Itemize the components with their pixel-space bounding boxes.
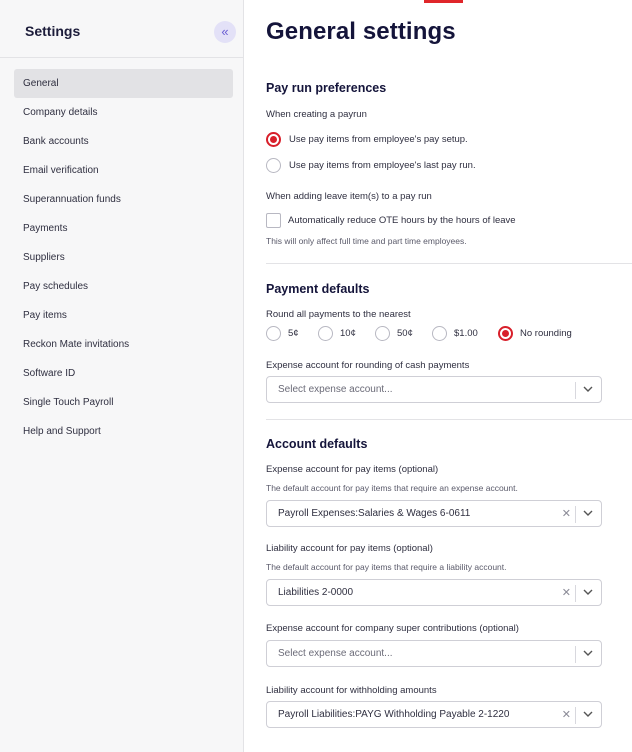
radio-unchecked-icon[interactable] <box>266 326 281 341</box>
select-separator <box>575 382 576 399</box>
round-option-label: $1.00 <box>454 328 478 339</box>
payrun-option-pay-setup-label: Use pay items from employee's pay setup. <box>289 133 468 145</box>
sidebar-item-company-details[interactable]: Company details <box>23 107 98 118</box>
account-defaults-heading: Account defaults <box>266 437 368 451</box>
reduce-ote-checkbox[interactable] <box>266 213 281 228</box>
chevron-down-icon[interactable] <box>582 707 594 721</box>
rounding-expense-account-select[interactable] <box>266 376 602 403</box>
select-separator <box>575 506 576 523</box>
sidebar-header <box>0 0 243 58</box>
select-separator <box>575 646 576 663</box>
round-option-50c[interactable] <box>375 326 413 341</box>
page-title: General settings <box>266 18 456 45</box>
settings-nav <box>14 69 233 446</box>
pay-items-liability-label: Liability account for pay items (optional) <box>266 543 433 554</box>
payment-defaults-heading: Payment defaults <box>266 282 370 296</box>
sidebar-item-email-verification[interactable]: Email verification <box>23 165 99 176</box>
section-divider <box>266 419 632 420</box>
payrun-option-last-pay-run[interactable] <box>266 157 476 173</box>
payrun-option-pay-setup[interactable] <box>266 131 468 147</box>
sidebar-item-single-touch-payroll[interactable]: Single Touch Payroll <box>23 397 114 408</box>
sidebar-item-bank-accounts[interactable]: Bank accounts <box>23 136 89 147</box>
chevron-down-icon[interactable] <box>582 585 594 599</box>
round-option-label: No rounding <box>520 328 572 339</box>
round-payments-label: Round all payments to the nearest <box>266 309 411 320</box>
select-separator <box>575 707 576 724</box>
rounding-expense-placeholder: Select expense account... <box>278 384 393 395</box>
sidebar-item-help-and-support[interactable]: Help and Support <box>23 426 101 437</box>
round-option-1-dollar[interactable] <box>432 326 478 341</box>
super-contributions-placeholder: Select expense account... <box>278 648 393 659</box>
pay-items-expense-account-select[interactable] <box>266 500 602 527</box>
sidebar-item-pay-items[interactable]: Pay items <box>23 310 67 321</box>
sidebar-item-suppliers[interactable]: Suppliers <box>23 252 65 263</box>
pay-items-expense-label: Expense account for pay items (optional) <box>266 464 439 475</box>
round-option-10c[interactable] <box>318 326 356 341</box>
sidebar-title: Settings <box>25 23 81 39</box>
leave-items-label: When adding leave item(s) to a pay run <box>266 191 432 202</box>
super-contributions-account-select[interactable] <box>266 640 602 667</box>
collapse-sidebar-icon[interactable]: « <box>214 21 236 43</box>
settings-main <box>245 0 632 752</box>
round-option-5c[interactable] <box>266 326 299 341</box>
sidebar-item-software-id[interactable]: Software ID <box>23 368 76 379</box>
withholding-label: Liability account for withholding amounts <box>266 685 437 696</box>
clear-icon[interactable]: ✕ <box>561 508 571 520</box>
round-option-label: 5¢ <box>288 328 299 339</box>
creating-payrun-label: When creating a payrun <box>266 109 367 120</box>
clear-icon[interactable]: ✕ <box>561 587 571 599</box>
pay-items-expense-value: Payroll Expenses:Salaries & Wages 6-0611 <box>278 508 471 519</box>
sidebar-item-reckon-mate-invitations[interactable]: Reckon Mate invitations <box>23 339 130 350</box>
withholding-account-select[interactable] <box>266 701 602 728</box>
select-separator <box>575 585 576 602</box>
sidebar-item-payments[interactable]: Payments <box>23 223 68 234</box>
withholding-value: Payroll Liabilities:PAYG Withholding Payable 2-1220 <box>278 709 510 720</box>
radio-unchecked-icon[interactable] <box>375 326 390 341</box>
radio-checked-icon[interactable] <box>266 132 281 147</box>
super-contributions-label: Expense account for company super contributions (optional) <box>266 623 519 634</box>
sidebar-item-pay-schedules[interactable]: Pay schedules <box>23 281 89 292</box>
pay-items-liability-value: Liabilities 2-0000 <box>278 587 354 598</box>
sidebar-item-general[interactable]: General <box>14 69 233 98</box>
radio-checked-icon[interactable] <box>498 326 513 341</box>
round-option-label: 50¢ <box>397 328 413 339</box>
chevron-down-icon[interactable] <box>582 382 594 396</box>
payrun-option-last-pay-run-label: Use pay items from employee's last pay run. <box>289 159 476 171</box>
section-divider <box>266 263 632 264</box>
pay-items-expense-helper: The default account for pay items that require an expense account. <box>266 483 518 493</box>
leave-helper-text: This will only affect full time and part time employees. <box>266 236 467 246</box>
clear-icon[interactable]: ✕ <box>561 709 571 721</box>
pay-items-liability-helper: The default account for pay items that require a liability account. <box>266 562 507 572</box>
round-option-label: 10¢ <box>340 328 356 339</box>
radio-unchecked-icon[interactable] <box>266 158 281 173</box>
pay-items-liability-account-select[interactable] <box>266 579 602 606</box>
chevron-down-icon[interactable] <box>582 646 594 660</box>
settings-sidebar <box>0 0 244 752</box>
round-option-no-rounding[interactable] <box>498 326 572 341</box>
chevron-down-icon[interactable] <box>582 506 594 520</box>
radio-unchecked-icon[interactable] <box>432 326 447 341</box>
reduce-ote-checkbox-label: Automatically reduce OTE hours by the hours of leave <box>288 215 516 226</box>
rounding-expense-label: Expense account for rounding of cash payments <box>266 360 470 371</box>
radio-unchecked-icon[interactable] <box>318 326 333 341</box>
pay-run-preferences-heading: Pay run preferences <box>266 81 387 95</box>
sidebar-item-superannuation-funds[interactable]: Superannuation funds <box>23 194 121 205</box>
